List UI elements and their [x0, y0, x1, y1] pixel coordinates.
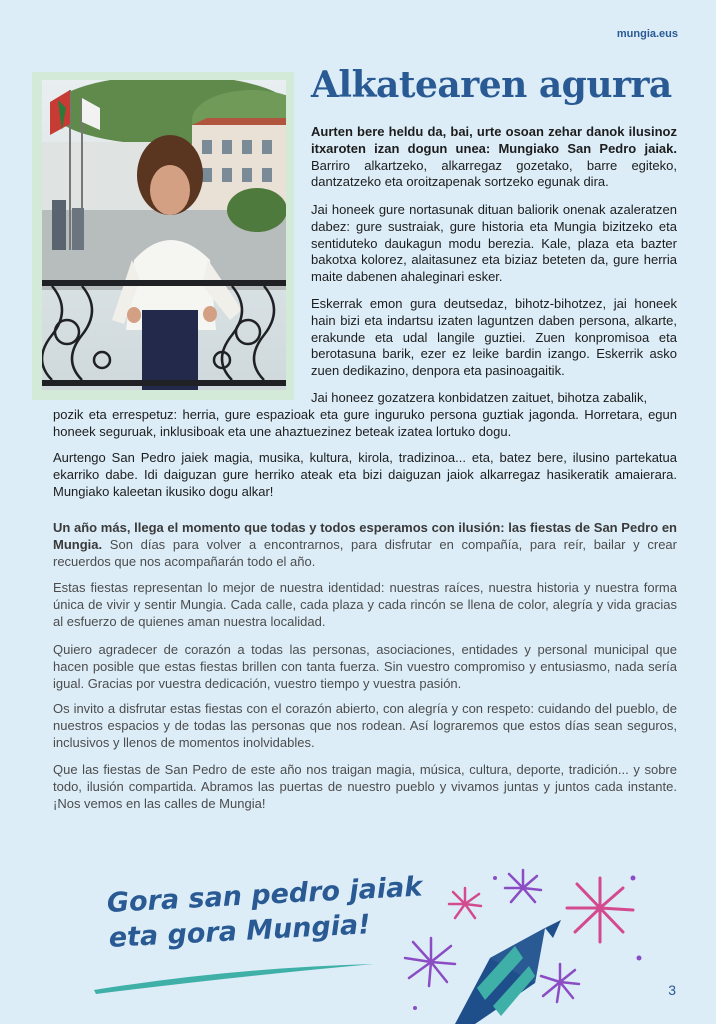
- slogan-underline: [90, 958, 380, 998]
- eu-intro-rest: Barriro alkartzeko, alkarregaz gozetako, barre egiteko, dantzatzeko eta oroitzapenak sortzeko egunak dira.: [311, 157, 677, 190]
- rocket-fireworks-illustration: [395, 858, 655, 1024]
- eu-paragraph-4-line1: Jai honeez gozatzera konbidatzen zaituet, bihotza zabalik,: [311, 390, 648, 405]
- mayor-photo: [42, 80, 286, 390]
- eu-paragraph-1: [311, 124, 677, 191]
- es-intro-rest: Son días para volver a encontrarnos, para disfrutar en compañía, para reír, bailar y crear recuerdos que nos acompañarán todo el año.: [53, 536, 677, 569]
- es-intro-bold: Un año más, llega el momento que todas y todos esperamos con ilusión: las fiestas de San Pedro en Mungia.: [53, 520, 677, 552]
- slogan: [106, 869, 425, 955]
- page-number: 3: [668, 982, 676, 998]
- rocket-icon: [455, 920, 561, 1024]
- site-url[interactable]: mungia.eus: [616, 28, 678, 40]
- eu-paragraph-4: pozik eta errespetuz: herria, gure espazioak eta gure inguruko persona guztiak jagonda. Horretara, egun honeek seguruak, inklusiboak eta une ahaztuezinez beteak izatea lortuko dogu.: [53, 407, 677, 439]
- slogan-line-2: eta gora Mungia!: [107, 909, 372, 954]
- es-paragraph-3: Quiero agradecer de corazón a todas las personas, asociaciones, entidades y personal municipal que hacen posible que estas fiestas brillen con tanta fuerza. Sin vuestro compromiso y entusiasmo, nada sería igual. Gracias por vuestra dedicación, vuestro tiempo y vuestra pasión.: [53, 642, 677, 691]
- eu-paragraph-3: Eskerrak emon gura deutsedaz, bihotz-bihotzez, jai honeek hain bizi eta indartsu izaten laguntzen daben persona, alkarte, erakunde eta udal langile guztiei. Zuen konpromisoa eta berotasuna barik, ezer ez leike bardin izango. Eskerrik asko zuen dedikazino, denpora eta pasinoagaitik.: [311, 296, 677, 379]
- es-paragraph-1: [53, 520, 677, 570]
- es-paragraph-2: Estas fiestas representan lo mejor de nuestra identidad: nuestras raíces, nuestra historia y nuestra forma única de vivir y sentir Mungia. Cada calle, cada plaza y cada rincón se llena de color, alegría y vida gracias al esfuerzo de quienes aman nuestra localidad.: [53, 580, 677, 629]
- eu-paragraph-5: Aurtengo San Pedro jaiek magia, musika, kultura, kirola, tradizinoa... eta, batez bere, ilusino partekatua ekarriko dabe. Idi daiguzan gure herriko ateak eta bizi daiguzan jaiok alkarregaz hasikeratik amaierara. Mungiako kaleetan ikusiko dogu alkar!: [53, 450, 677, 499]
- es-paragraph-5: Que las fiestas de San Pedro de este año nos traigan magia, música, cultura, deporte, tradición... y sobre todo, ilusión compartida. Abramos las puertas de nuestro pueblo y vivamos juntas y juntos cada instante. ¡Nos vemos en las calles de Mungia!: [53, 762, 677, 811]
- slogan-line-1: Gora san pedro jaiak: [106, 871, 423, 919]
- page-title: Alkatearen agurra: [311, 64, 672, 106]
- eu-intro-bold: Aurten bere heldu da, bai, urte osoan zehar danok ilusinoz itxaroten izan dogun unea: Mungiako San Pedro jaiak.: [311, 124, 677, 156]
- eu-paragraph-2: Jai honeek gure nortasunak dituan baliorik onenak azaleratzen dabez: gure sustraiak, gure historia eta Mungia bizitzeko eta sentiduteko daukagun modu berezia. Kale, plaza eta bazter bakotxa kolorez, alaitasunez eta biziaz beteten da, gure herria maite dabenen ahaleginari esker.: [311, 202, 677, 285]
- firework-burst-icon: [567, 878, 633, 942]
- firework-small-icon: [449, 888, 481, 918]
- es-paragraph-4: Os invito a disfrutar estas fiestas con el corazón abierto, con alegría y con respeto: cuidando del pueblo, de nuestros espacios y de todas las personas que nos rodean. Así lograremos que estos días sean seguros, inclusivos y llenos de momentos inolvidables.: [53, 701, 677, 750]
